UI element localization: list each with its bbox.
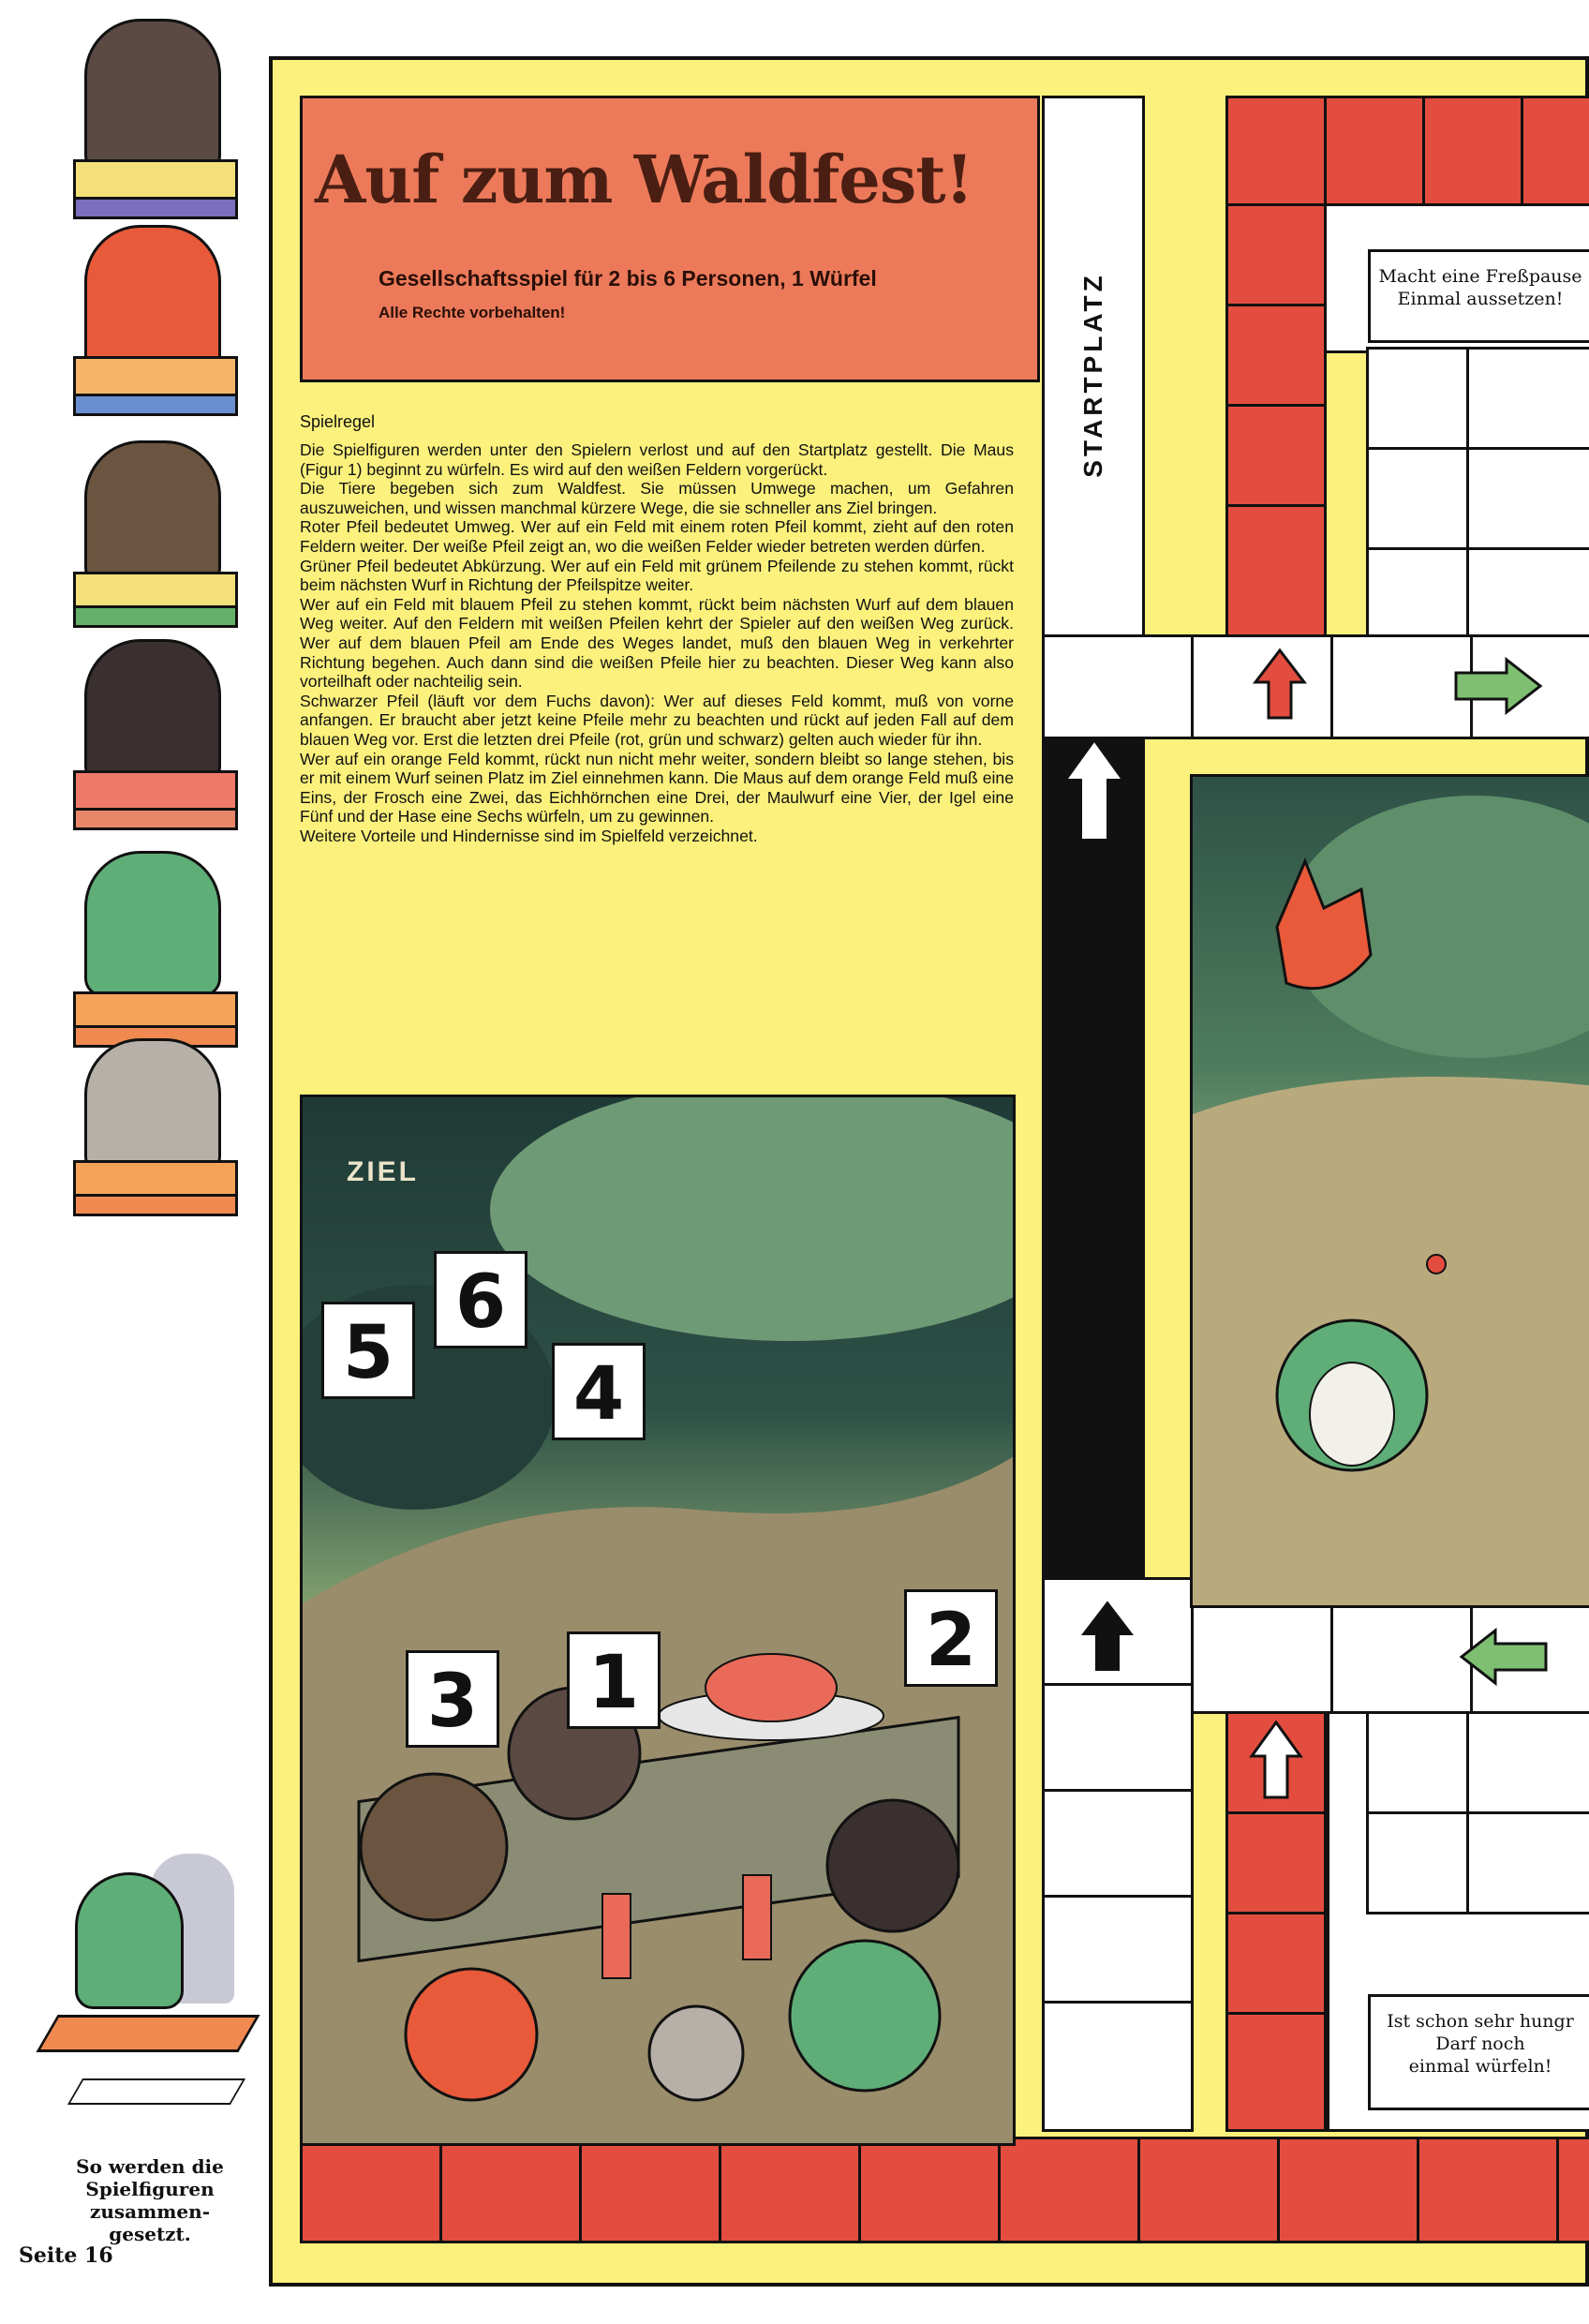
path-square: [719, 2137, 861, 2243]
path-square: [1556, 2137, 1589, 2243]
path-square: [858, 2137, 1001, 2243]
figure-frog: [56, 842, 244, 1029]
rules-text: [300, 440, 1014, 845]
path-square: [1324, 96, 1425, 206]
rules-paragraph: Die Tiere begeben sich zum Waldfest. Sie müssen Umwege machen, um Gefahren auszuweichen, und wissen manchmal kürzere Wege, die sie schneller ans Ziel bringen.: [300, 479, 1014, 517]
path-square: [1225, 96, 1327, 206]
path-square: [1366, 1811, 1469, 1914]
figure-mole: [56, 630, 244, 817]
hedgehog-figure-icon: [84, 440, 221, 587]
path-square: [1466, 347, 1589, 450]
path-square: [1466, 1711, 1589, 1814]
rules-paragraph: Wer auf ein orange Feld kommt, rückt nun nicht mehr weiter, sondern bleibt so lange stehen, bis er mit einem Wurf seinen Platz im Ziel einnehmen kann. Die Maus auf dem orange Feld muß eine Eins, der Frosch eine Zwei, das Eichhörnchen eine Drei, der Maulwurf eine Vier, der Igel eine Fünf und der Hase eine Sechs würfeln, um zu gewinnen.: [300, 749, 1014, 827]
path-square: [1225, 1912, 1327, 2015]
goal-illustration: [300, 1095, 1016, 2146]
rights-notice: Alle Rechte vorbehalten!: [379, 304, 566, 321]
path-square: [1137, 2137, 1280, 2243]
path-square: [1366, 547, 1469, 637]
path-square: [1466, 447, 1589, 550]
figure-hedgehog: [56, 422, 244, 609]
path-square: [1225, 203, 1327, 306]
figure-assembly-diagram: [56, 1854, 244, 2097]
green-arrow-left-icon: [1458, 1627, 1552, 1687]
path-square: [1225, 304, 1327, 407]
white-arrow-up-icon: [1066, 740, 1122, 843]
white-arrow-up-icon: [1248, 1719, 1304, 1803]
figure-hare: [56, 9, 244, 216]
path-square: [1225, 504, 1327, 637]
path-square: [1366, 1711, 1469, 1814]
figures-caption: So werden die Spielfiguren zusammen- gesetzt.: [76, 2155, 224, 2245]
goal-number-2: 2: [904, 1589, 998, 1687]
page-number: Seite 16: [19, 2243, 113, 2268]
page-title: Auf zum Waldfest!: [315, 141, 973, 218]
path-square: [439, 2137, 582, 2243]
path-square: [1042, 1789, 1194, 1898]
path-square: [300, 2137, 442, 2243]
path-square: [1422, 96, 1523, 206]
path-square: [1191, 1605, 1333, 1714]
goal-number-3: 3: [406, 1650, 499, 1748]
path-square: [1417, 2137, 1559, 2243]
path-square: [1366, 347, 1469, 450]
base-card-icon: [67, 2078, 245, 2105]
path-square: [1466, 547, 1589, 637]
start-label: STARTPLATZ: [1078, 272, 1107, 478]
rules-paragraph: Wer auf ein Feld mit blauem Pfeil zu stehen kommt, rückt beim nächsten Wurf auf dem blauen Weg weiter. Auf den Feldern mit weißen Pfeilen kehrt der Spieler auf den weißen Weg zurück. Wer auf dem blauen Pfeil am Ende des Weges landet, muß den blauen Weg in verkehrter Richtung begehen. Auch dann sind die weißen Pfeile hier zu beachten. Dieser Weg kann also vorteilhaft oder nachteilig sein.: [300, 594, 1014, 692]
goal-number-1: 1: [567, 1631, 661, 1729]
path-square: [1330, 1605, 1473, 1714]
black-arrow-up-icon: [1079, 1599, 1136, 1674]
path-square: [1042, 1895, 1194, 2004]
frog-figure-icon: [84, 851, 221, 997]
goal-number-4: 4: [552, 1343, 646, 1440]
mole-figure-icon: [84, 639, 221, 785]
path-square: [998, 2137, 1140, 2243]
figure-squirrel: [56, 225, 244, 412]
base-slot-icon: [36, 2015, 260, 2052]
path-square: [1042, 1683, 1194, 1792]
path-square: [1225, 1811, 1327, 1914]
title-panel: [300, 96, 1040, 382]
figure-mouse: [56, 1038, 244, 1207]
rules-paragraph: Weitere Vorteile und Hindernisse sind im Spielfeld verzeichnet.: [300, 826, 758, 845]
path-square: [1042, 2001, 1194, 2132]
note-very-hungry: Ist schon sehr hungr Darf noch einmal würfeln!: [1368, 1994, 1589, 2110]
goal-label: ZIEL: [347, 1156, 419, 1187]
rules-paragraph: Grüner Pfeil bedeutet Abkürzung. Wer auf ein Feld mit grünem Pfeilende zu stehen kommt, rückt beim nächsten Wurf in Richtung der Pfeilspitze weiter.: [300, 556, 1014, 595]
path-square: [1277, 2137, 1419, 2243]
path-square: [1225, 404, 1327, 507]
goal-number-5: 5: [321, 1302, 415, 1399]
rules-paragraph: Roter Pfeil bedeutet Umweg. Wer auf ein Feld mit einem roten Pfeil kommt, zieht auf den roten Feldern weiter. Der weiße Pfeil zeigt an, wo die weißen Felder wieder betreten werden dürfen.: [300, 517, 1014, 556]
green-arrow-right-icon: [1450, 656, 1544, 716]
rules-paragraph: Die Spielfiguren werden unter den Spielern verlost und auf den Startplatz gestellt. Die Maus (Figur 1) beginnt zu würfeln. Es wird auf den weißen Feldern vorgerückt.: [300, 440, 1014, 479]
fox-frog-illustration: [1190, 774, 1589, 1608]
path-square: [579, 2137, 721, 2243]
black-path: [1042, 737, 1145, 1580]
path-square: [1042, 634, 1194, 739]
rules-heading: Spielregel: [300, 412, 376, 431]
path-square: [1225, 2012, 1327, 2132]
frog-assembly-icon: [75, 1872, 184, 2009]
subtitle: Gesellschaftsspiel für 2 bis 6 Personen, 1 Würfel: [379, 266, 877, 290]
rules-paragraph: Schwarzer Pfeil (läuft vor dem Fuchs davon): Wer auf dieses Feld kommt, muß von vorne anfangen. Er braucht aber jetzt keine Pfeile mehr zu beachten und rückt auf jeden Fall auf dem blauen Weg vor. Erst die letzten drei Pfeile (rot, grün und schwarz) gelten auch wieder für ihn.: [300, 691, 1014, 749]
goal-number-6: 6: [434, 1251, 527, 1348]
path-square: [1521, 96, 1589, 206]
fox-frog-scene-icon: [1193, 777, 1589, 1608]
note-food-break: Macht eine Freßpause Einmal aussetzen!: [1368, 249, 1589, 343]
red-arrow-up-icon: [1252, 647, 1308, 722]
path-square: [1366, 447, 1469, 550]
hare-figure-icon: [84, 19, 221, 174]
mouse-figure-icon: [84, 1038, 221, 1175]
path-square: [1466, 1811, 1589, 1914]
